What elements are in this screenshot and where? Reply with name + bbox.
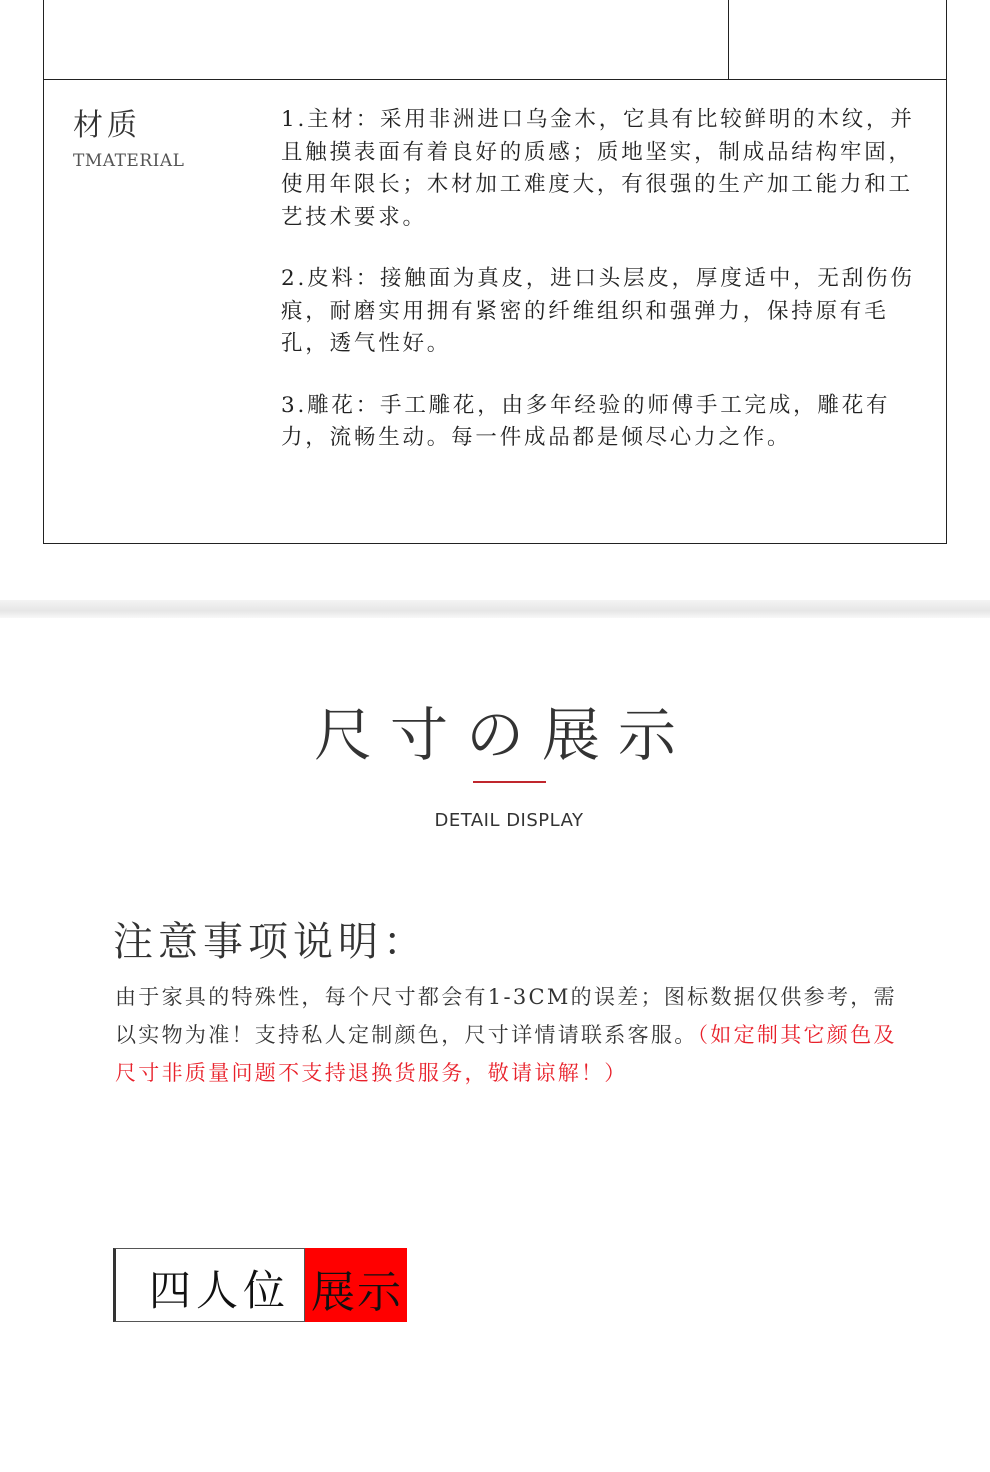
notes-title: 注意事项说明： — [113, 919, 428, 965]
notes-warning-text: （如定制其它颜色及尺寸非质量问题不支持退换货服务，敬请谅解！） — [115, 1023, 897, 1085]
notes-body-text: 由于家具的特殊性，每个尺寸都会有1-3CM的误差；图标数据仅供参考，需以实物为准！支持私人定制颜色，尺寸详情请联系客服。 — [115, 985, 897, 1047]
badge-label-box — [113, 1248, 305, 1322]
section-separator — [0, 600, 990, 618]
seat-display-badge — [113, 1248, 407, 1322]
section-title-underline — [473, 781, 546, 783]
section-subtitle: DETAIL DISPLAY — [434, 810, 584, 831]
material-table-row — [43, 80, 947, 544]
material-paragraph-main: 1.主材：采用非洲进口乌金木，它具有比较鲜明的木纹，并且触摸表面有着良好的质感；质地坚实，制成品结构牢固，使用年限长；木材加工难度大，有很强的生产加工能力和工艺技术要求。 — [281, 107, 915, 230]
badge-display-box — [305, 1248, 407, 1322]
notes-body — [115, 978, 905, 1092]
material-paragraph-carving: 3.雕花：手工雕花，由多年经验的师傅手工完成，雕花有力，流畅生动。每一件成品都是倾尽心力之作。 — [281, 392, 891, 450]
material-label: 材质 — [73, 108, 141, 143]
material-paragraph-leather: 2.皮料：接触面为真皮，进口头层皮，厚度适中，无刮伤伤痕，耐磨实用拥有紧密的纤维组织和强弹力，保持原有毛孔，透气性好。 — [281, 266, 915, 356]
badge-seat-count: 四人位 — [149, 1266, 291, 1315]
material-description — [281, 104, 931, 484]
material-sublabel: TMATERIAL — [73, 151, 185, 171]
section-title: 尺寸の展示 — [313, 701, 694, 769]
table-column-divider — [728, 0, 729, 79]
badge-display-text: 展示 — [311, 1267, 403, 1318]
spec-table-top-row — [43, 0, 947, 80]
